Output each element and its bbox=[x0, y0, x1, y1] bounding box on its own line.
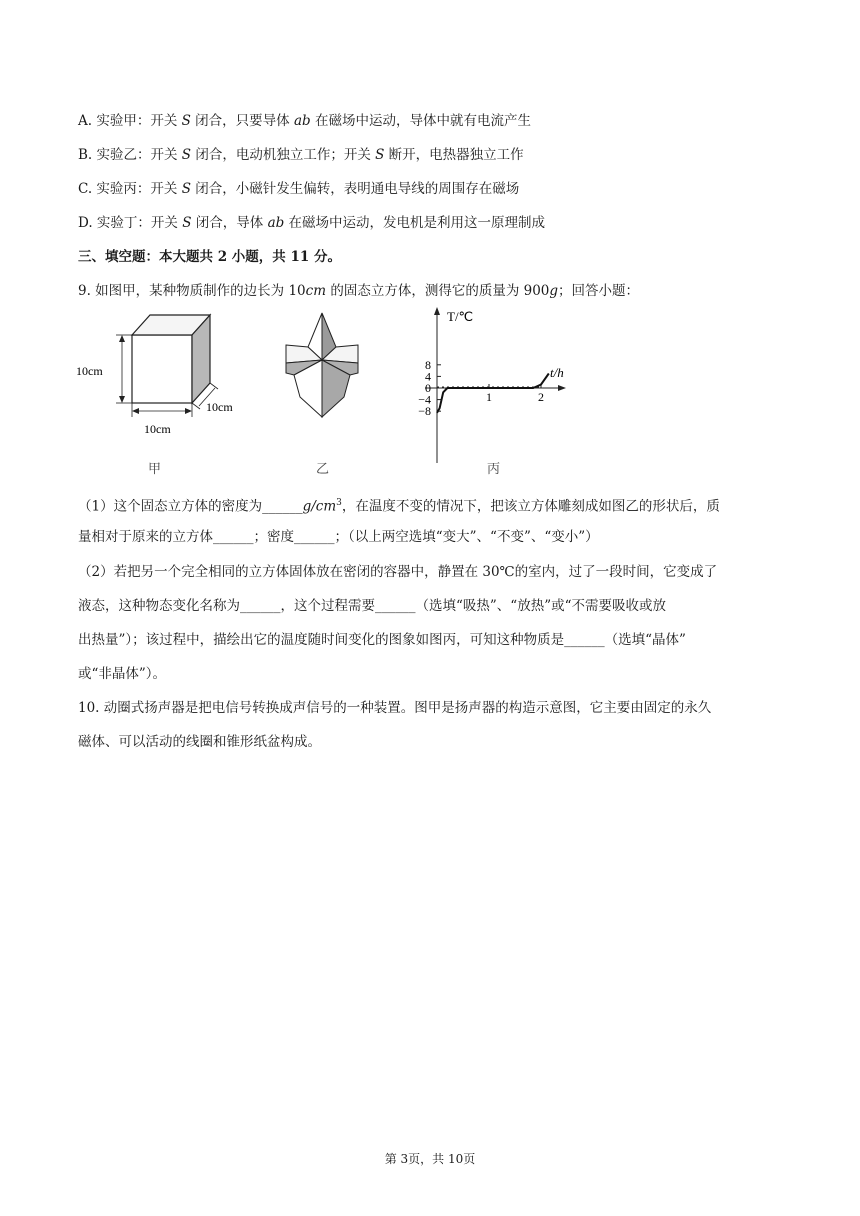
y-tick-label: 0 bbox=[425, 381, 431, 395]
option-a: A. 实验甲：开关 S 闭合，只要导体 ab 在磁场中运动，导体中就有电流产生 bbox=[78, 113, 531, 129]
dim-width-arrow-left bbox=[132, 408, 139, 414]
option-d: D. 实验丁：开关 S 闭合，导体 ab 在磁场中运动，发电机是利用这一原理制成 bbox=[78, 215, 546, 231]
option-c: C. 实验丙：开关 S 闭合，小磁针发生偏转，表明通电导线的周围存在磁场 bbox=[78, 181, 520, 197]
question-9-figure bbox=[70, 305, 590, 485]
question-9-part2-line4: 或“非晶体”）。 bbox=[78, 666, 167, 682]
cube-front-face bbox=[132, 335, 192, 403]
question-10-line1: 10. 动圈式扬声器是把电信号转换成声信号的一种装置。图甲是扬声器的构造示意图，它主要由固定的永久 bbox=[78, 700, 712, 716]
question-10-line2: 磁体、可以活动的线圈和锥形纸盆构成。 bbox=[78, 734, 321, 750]
section-title: 三、填空题：本大题共 2 小题，共 11 分。 bbox=[78, 249, 341, 265]
caption-yi: 乙 bbox=[316, 461, 330, 476]
temperature-graph bbox=[418, 307, 566, 476]
figure-svg bbox=[70, 305, 590, 485]
temperature-curve bbox=[437, 374, 549, 413]
dim-depth-tick-b bbox=[192, 403, 200, 409]
y-tick-label: −8 bbox=[418, 404, 431, 419]
y-axis-arrow bbox=[434, 307, 440, 315]
x-axis-label: t/h bbox=[550, 365, 564, 380]
dim-width-arrow-right bbox=[185, 408, 192, 414]
page-footer: 第 3页，共 10页 bbox=[384, 1152, 476, 1166]
question-9-stem: 9. 如图甲，某种物质制作的边长为 10cm 的固态立方体，测得它的质量为 900g；回答小题： bbox=[78, 283, 640, 299]
dim-depth-label: 10cm bbox=[206, 400, 233, 414]
question-9-part1-line2: 量相对于原来的立方体______；密度______；（以上两空选填“变大”、“不变”、“变小”） bbox=[78, 529, 599, 545]
x-axis-arrow bbox=[558, 385, 566, 391]
dim-height-label: 10cm bbox=[76, 364, 103, 378]
caption-jia: 甲 bbox=[148, 461, 162, 476]
carved-shape-figure bbox=[286, 313, 358, 476]
y-tick-label: 8 bbox=[425, 357, 431, 372]
cube-figure bbox=[76, 315, 233, 476]
x-tick-label: 1 bbox=[486, 390, 492, 404]
dim-width-label: 10cm bbox=[144, 422, 171, 436]
y-tick-label: 4 bbox=[425, 369, 431, 384]
option-b: B. 实验乙：开关 S 闭合，电动机独立工作；开关 S 断开，电热器独立工作 bbox=[78, 147, 524, 163]
y-tick-label: −4 bbox=[418, 392, 431, 407]
question-9-part2-line2: 液态，这种物态变化名称为______，这个过程需要______（选填“吸热”、“放热”或“不需要吸收或放 bbox=[78, 598, 667, 614]
y-axis-label: T/℃ bbox=[447, 309, 474, 324]
question-9-part1-line1: （1）这个固态立方体的密度为$\_\_\_\_\_\_g/cm^3$，在温度不变的情况下，把该立方体雕刻成如图乙的形状后，质 bbox=[78, 498, 720, 515]
dim-height-arrow-down bbox=[119, 396, 125, 403]
dim-height-arrow-up bbox=[119, 335, 125, 342]
question-9-part2-line3: 出热量”）；该过程中，描绘出它的温度随时间变化的图象如图丙，可知这种物质是______（选填“晶体” bbox=[78, 632, 686, 648]
caption-bing: 丙 bbox=[487, 461, 501, 476]
dim-depth-tick-a bbox=[210, 383, 218, 389]
x-tick-label: 2 bbox=[538, 390, 544, 404]
question-9-part2-line1: （2）若把另一个完全相同的立方体固体放在密闭的容器中，静置在 30℃的室内，过了一段时间，它变成了 bbox=[78, 564, 718, 580]
